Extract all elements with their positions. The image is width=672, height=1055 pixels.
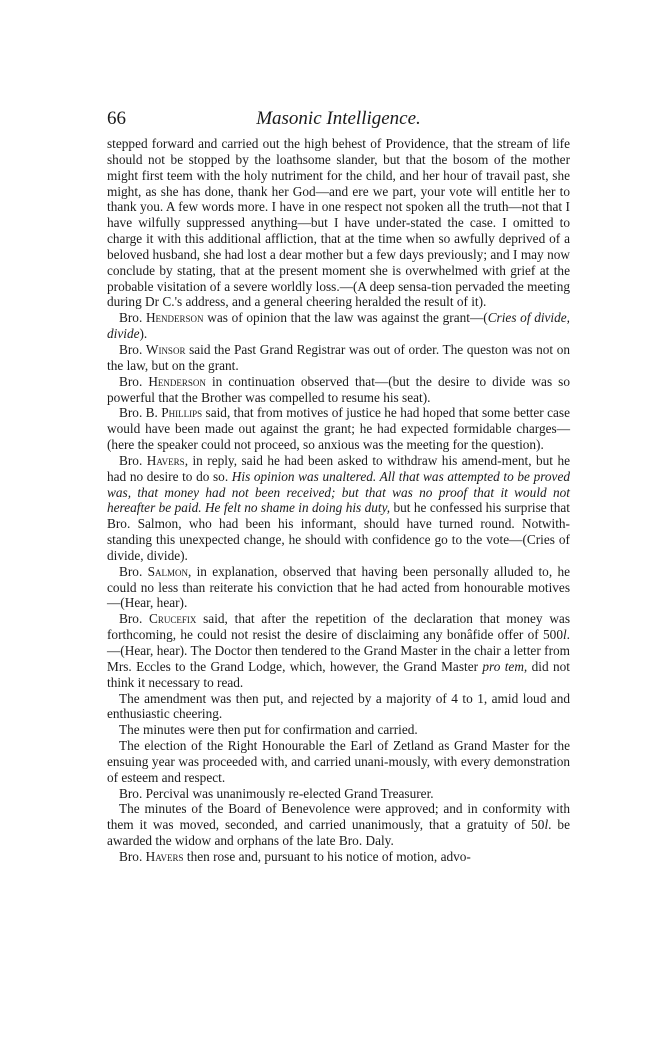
page-number: 66 [107, 108, 126, 129]
text-segment: Bro. [119, 341, 146, 357]
text-segment: Havers [146, 452, 185, 468]
text-segment: did not think it necessary to read. [107, 658, 570, 690]
book-page [107, 106, 570, 865]
paragraph [107, 564, 570, 612]
text-segment: Bro. [119, 373, 149, 389]
paragraph [107, 310, 570, 342]
text-segment: Havers [145, 848, 184, 864]
paragraph [107, 801, 570, 849]
text-segment: said, that after the repetition of the declaration that money was forthcoming, he could not resist the desire of disclaiming any bonâfide offer of 500 [107, 611, 570, 643]
paragraph [107, 786, 570, 802]
text-segment: Salmon [147, 563, 188, 579]
paragraph [107, 738, 570, 786]
text-segment: ). [139, 326, 148, 342]
text-segment: Bro. Percival was unanimously re-elected Grand Treasurer. [119, 785, 434, 801]
text-segment: said the Past Grand Registrar was out of order. The queston was not on the law, but on the grant. [107, 341, 571, 373]
text-segment: Bro. B. [119, 405, 162, 421]
page-header [107, 106, 570, 132]
text-segment: said, that from motives of justice he had hoped that some better case would have been made out against the grant; he had expected formidable charges—(here the speaker could not proceed, so anxious was the meeting for the question). [107, 405, 570, 453]
text-segment: l [562, 627, 567, 643]
text-segment: The amendment was then put, and rejected by a majority of 4 to 1, amid loud and enthusiastic cheering. [107, 690, 570, 722]
text-segment: Crucefix [149, 611, 197, 627]
paragraph [107, 453, 570, 564]
text-segment: The minutes of the Board of Benevolence were approved; and in conformity with them it was moved, seconded, and carried unanimously, that a gratuity of 50 [107, 801, 570, 833]
paragraph [107, 611, 570, 690]
text-segment: .—(Hear, hear). The Doctor then tendered to the Grand Master in the chair a letter from Mrs. Eccles to the Grand Lodge, which, however, the Grand Master [107, 627, 570, 674]
text-segment: Henderson [148, 373, 206, 389]
paragraph [107, 849, 570, 865]
text-segment: , in reply, said he had been asked to withdraw his amend-ment, but he had no desire to do so. [107, 452, 570, 484]
paragraph [107, 374, 570, 406]
paragraph [107, 691, 570, 723]
text-segment: Phillips [161, 405, 203, 421]
text-segment: His opinion was unaltered. All that was attempted to be proved was, that money had not been received; but that was no proof that it would not hereafter be paid. He felt no shame in doing his duty, [107, 468, 571, 516]
text-segment: Bro. [119, 452, 147, 468]
text-segment: The election of the Right Honourable the Earl of Zetland as Grand Master for the ensuing year was proceeded with, and carried unani-mously, with every demonstration of esteem and respect. [107, 738, 570, 785]
text-segment: pro tem, [482, 658, 528, 674]
text-segment: Cries of divide, divide [107, 310, 571, 342]
text-segment: The minutes were then put for confirmation and carried. [119, 722, 418, 738]
paragraph [107, 405, 570, 453]
text-segment: Bro. [119, 563, 148, 579]
text-segment: stepped forward and carried out the high behest of Providence, that the stream of life should not be stopped by the loathsome slander, but that the bosom of the mother might first teem with the holy nutriment for the child, and her hour of travail past, she might, as she has done, thank her God—and ere we part, your vote will entitle her to thank you. A few words more. I have in one respect not spoken all the truth—not that I have wilfully suppressed anything—but I have under-stated the case. I omitted to charge it with this additional affliction, that at the time when so awfully deprived of a beloved husband, she had lost a dear mother but a few days previously; and I may now conclude by stating, that at the present moment she is overwhelmed with grief at the probable visitation of a severe worldly loss.—(A deep sensa-tion pervaded the meeting during Dr C.'s address, and a general cheering heralded the result of it). [107, 136, 570, 310]
running-head: Masonic Intelligence. [256, 108, 421, 129]
text-segment: , in explanation, observed that having been personally alluded to, he could no less than reiterate his conviction that he had acted from honourable motives—(Hear, hear). [107, 563, 570, 611]
paragraph [107, 342, 570, 374]
text-segment: was of opinion that the law was against the grant—( [203, 310, 488, 326]
text-segment: then rose and, pursuant to his notice of motion, advo- [183, 848, 471, 864]
text-segment: but he confessed his surprise that Bro. Salmon, who had been his informant, should have turned round. Notwith-standing this unexpected change, he should with confidence go to the vote—(Cries of divide, divide). [107, 500, 570, 563]
body-text [107, 136, 570, 865]
text-segment: in continuation observed that—(but the desire to divide was so powerful that the Brother was compelled to resume his seat). [107, 373, 570, 405]
text-segment: Winsor [145, 341, 186, 357]
text-segment: Henderson [145, 310, 204, 326]
text-segment: Bro. [119, 611, 150, 627]
paragraph [107, 722, 570, 738]
text-segment: l [544, 817, 549, 833]
text-segment: . be awarded the widow and orphans of the late Bro. Daly. [107, 817, 570, 849]
text-segment: Bro. [119, 848, 146, 864]
text-segment: Bro. [119, 310, 146, 326]
paragraph [107, 136, 570, 310]
